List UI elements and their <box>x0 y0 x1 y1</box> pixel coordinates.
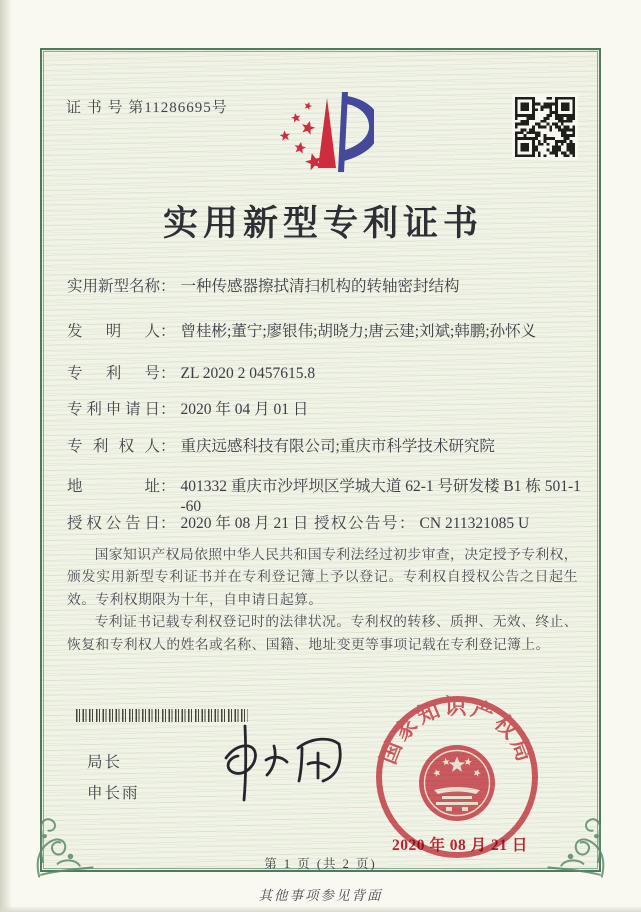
national-emblem-icon <box>419 745 495 821</box>
field-colon: ： <box>160 278 176 295</box>
seal-date: 2020 年 08 月 21 日 <box>392 837 528 854</box>
logo-nib-shape <box>318 98 336 168</box>
field-value: 2020 年 04 月 01 日 <box>180 401 309 418</box>
legal-paragraph-1: 国家知识产权局依照中华人民共和国专利法经过初步审查，决定授予专利权，颁发实用新型专利证书并在专利登记簿上予以登记。专利权自授权公告之日起生效。专利权期限为十年，自申请日起算。 <box>67 547 578 607</box>
field-colon: ： <box>160 515 176 532</box>
director-signature-icon <box>200 718 360 808</box>
field-value: 2020 年 08 月 21 日 <box>180 515 309 532</box>
field-row-name <box>67 277 581 297</box>
director-name: 申长雨 <box>87 785 140 802</box>
field-label: 授权公告号 <box>314 515 400 532</box>
field-value: 曾桂彬;董宁;廖银伟;胡晓力;唐云建;刘斌;韩鹏;孙怀义 <box>180 323 537 340</box>
qr-code-icon <box>512 94 578 160</box>
field-colon: ： <box>399 515 415 532</box>
field-label: 授权公告日 <box>67 515 160 532</box>
field-row-filing-date <box>67 400 581 420</box>
field-colon: ： <box>160 478 176 495</box>
reverse-side-note: 其他事项参见背面 <box>258 888 383 903</box>
field-colon: ： <box>160 323 176 340</box>
scan-edge-shadow-left <box>0 0 12 912</box>
scan-edge-shadow-bottom <box>0 906 641 912</box>
cnipa-patent-logo-icon <box>270 84 374 180</box>
field-label: 发明人 <box>67 323 160 340</box>
field-colon: ： <box>160 438 176 455</box>
legal-text <box>67 544 578 656</box>
address-line-2: -60 <box>180 498 202 516</box>
field-label: 地址 <box>67 478 160 495</box>
field-row-patentee <box>67 437 581 457</box>
page-number: 第 1 页 (共 2 页) <box>264 857 377 871</box>
field-label: 专利权人 <box>67 438 160 455</box>
field-row-patent-number <box>67 364 581 384</box>
field-row-grant <box>67 514 581 534</box>
field-label: 实用新型名称 <box>67 278 161 295</box>
field-label: 专利申请日 <box>67 401 160 418</box>
seal-agency-text: 国家知识产权局 <box>375 694 539 768</box>
legal-paragraph-2: 专利证书记载专利权登记时的法律状况。专利权的转移、质押、无效、终止、恢复和专利权人的姓名或名称、国籍、地址变更等事项记载在专利登记簿上。 <box>67 614 578 652</box>
field-value: 重庆远感科技有限公司;重庆市科学技术研究院 <box>180 438 495 455</box>
corner-flourish-icon <box>30 792 122 884</box>
field-value: 一种传感器擦拭清扫机构的转轴密封结构 <box>180 278 460 295</box>
certificate-number: 证 书 号 第11286695号 <box>66 100 228 116</box>
field-value: ZL 2020 2 0457615.8 <box>180 365 316 382</box>
field-label: 专利号 <box>67 365 160 382</box>
certificate-border-frame <box>40 48 601 872</box>
corner-flourish-icon <box>519 792 611 884</box>
field-value: CN 211321085 U <box>419 515 530 532</box>
director-title: 局长 <box>87 754 123 771</box>
field-colon: ： <box>160 401 176 418</box>
field-pair-grant-number <box>314 514 529 534</box>
certificate-title: 实用新型专利证书 <box>162 204 483 243</box>
field-row-inventors <box>67 322 581 342</box>
address-line-1: 401332 重庆市沙坪坝区学城大道 62-1 号研发楼 B1 栋 501-1 <box>180 478 581 495</box>
field-colon: ： <box>160 365 176 382</box>
field-value <box>181 477 581 517</box>
field-row-address <box>67 477 581 517</box>
